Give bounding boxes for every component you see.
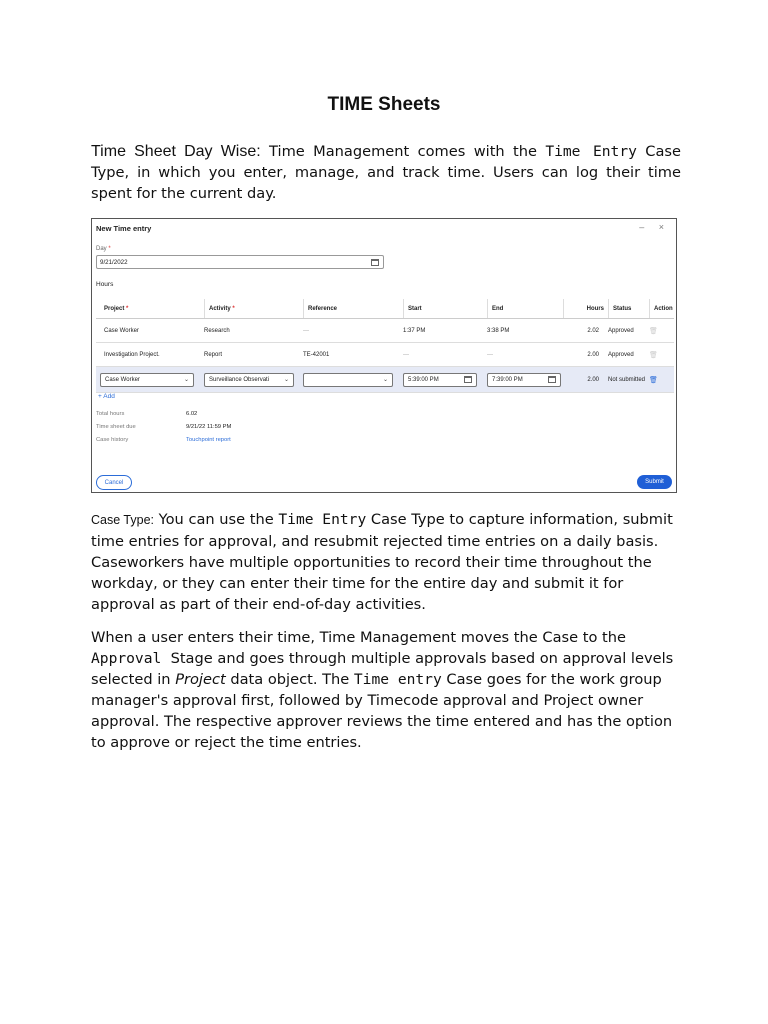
cell-activity: Research: [204, 327, 230, 334]
intro-lead: Time Sheet Day Wise:: [91, 143, 261, 160]
day-value: 9/21/2022: [100, 259, 128, 266]
approval-em-project: Project: [175, 671, 226, 688]
intro-paragraph: [91, 141, 681, 204]
window-title: New Time entry: [96, 224, 152, 233]
due-value: 9/21/22 11:59 PM: [186, 424, 232, 430]
approval-paragraph: [91, 627, 681, 753]
cell-activity: Report: [204, 351, 223, 358]
cell-status: Approved: [608, 327, 634, 334]
add-entry-link[interactable]: + Add: [98, 393, 115, 400]
activity-select-cell: [204, 367, 294, 392]
table-row-editing: [96, 367, 674, 393]
cancel-button[interactable]: Cancel: [96, 475, 132, 490]
touchpoint-report-link[interactable]: Touchpoint report: [186, 437, 231, 443]
cell-end: ---: [487, 351, 493, 358]
cell-start: ---: [403, 351, 409, 358]
start-time-cell: [403, 367, 477, 392]
col-start: Start: [403, 299, 488, 318]
col-project: Project *: [104, 305, 129, 312]
case-type-paragraph: [91, 509, 681, 615]
calendar-icon[interactable]: [464, 376, 472, 383]
end-time-input[interactable]: 7:39:00 PM: [487, 373, 561, 387]
case-type-text-1: You can use the: [154, 511, 279, 528]
cell-reference: TE-42001: [303, 351, 330, 358]
intro-code-time-entry: Time Entry: [545, 143, 637, 160]
submit-button[interactable]: Submit: [637, 475, 672, 489]
trash-icon[interactable]: 🗑: [649, 376, 658, 384]
end-time-cell: [487, 367, 561, 392]
col-end: End: [487, 299, 568, 318]
cell-hours: 2.02: [587, 327, 599, 334]
window-controls[interactable]: – ×: [639, 222, 670, 232]
trash-icon: 🗑: [649, 351, 658, 359]
chevron-down-icon: ⌄: [283, 377, 289, 383]
approval-text-4: Case goes for the work group manager's approval first, followed by Timecode approval and Project owner approval. The respective approver reviews the time entered and has the option to approve or reject the time entries.: [91, 671, 673, 751]
project-select[interactable]: Case Worker ⌄: [100, 373, 194, 387]
activity-select[interactable]: Surveillance Observati ⌄: [204, 373, 294, 387]
total-hours-value: 6.02: [186, 411, 198, 417]
cell-hours: 2.00: [587, 351, 599, 358]
day-label: Day *: [96, 246, 111, 252]
table-row: [96, 319, 674, 343]
cell-status: Approved: [608, 351, 634, 358]
col-action: Action: [649, 299, 678, 318]
day-date-input[interactable]: [96, 255, 384, 269]
cell-project: Case Worker: [104, 327, 139, 334]
approval-text-2: Stage and goes through multiple approvals based on approval levels selected in: [91, 650, 678, 688]
table-header: [96, 299, 674, 319]
case-type-text-2: Case Type to capture information, submit time entries for approval, and resubmit rejected time entries on a daily basis. Caseworkers have multiple opportunities to record their time throughout the workday, or they can enter their time for the entire day and submit it for approval as part of their end-of-day activities.: [91, 511, 673, 613]
chevron-down-icon: ⌄: [382, 377, 388, 383]
intro-text-1: Time Management comes with the: [260, 143, 546, 160]
total-hours-label: Total hours: [96, 411, 125, 417]
project-select-cell: [100, 367, 194, 392]
reference-select-cell: [303, 367, 393, 392]
intro-text-2: Case Type, in which you enter, manage, and track time. Users can log their time spent for the current day.: [91, 143, 681, 202]
case-type-lead: Case Type:: [91, 513, 155, 527]
calendar-icon[interactable]: [548, 376, 556, 383]
approval-text-1: When a user enters their time, Time Management moves the Case to the: [91, 629, 626, 646]
col-status: Status: [608, 299, 651, 318]
cell-start: 1:37 PM: [403, 327, 426, 334]
calendar-icon[interactable]: [371, 259, 379, 266]
col-hours: Hours: [563, 299, 604, 318]
cell-hours: 2.00: [587, 376, 599, 383]
start-time-input[interactable]: 5:39:00 PM: [403, 373, 477, 387]
hours-section-label: Hours: [96, 281, 114, 288]
chevron-down-icon: ⌄: [183, 377, 189, 383]
cell-status: Not submitted: [608, 376, 646, 383]
time-entry-screenshot: [91, 218, 677, 493]
reference-select[interactable]: [303, 373, 393, 387]
trash-icon: 🗑: [649, 327, 658, 335]
time-entries-table: [96, 299, 674, 393]
col-reference: Reference: [303, 299, 404, 318]
approval-code-time-entry: Time entry: [353, 671, 442, 688]
col-activity: Activity *: [204, 299, 305, 318]
table-row: [96, 343, 674, 367]
due-label: Time sheet due: [96, 424, 136, 430]
approval-text-3: data object. The: [225, 671, 354, 688]
cell-end: 3:38 PM: [487, 327, 510, 334]
cell-reference: ---: [303, 327, 309, 334]
required-mark: *: [108, 246, 111, 252]
case-type-code-time-entry: Time Entry: [278, 511, 367, 528]
page-title: TIME Sheets: [327, 94, 441, 115]
cell-project: Investigation Project.: [104, 351, 160, 358]
history-label: Case history: [96, 437, 129, 443]
approval-code-approval: Approval: [91, 650, 162, 667]
